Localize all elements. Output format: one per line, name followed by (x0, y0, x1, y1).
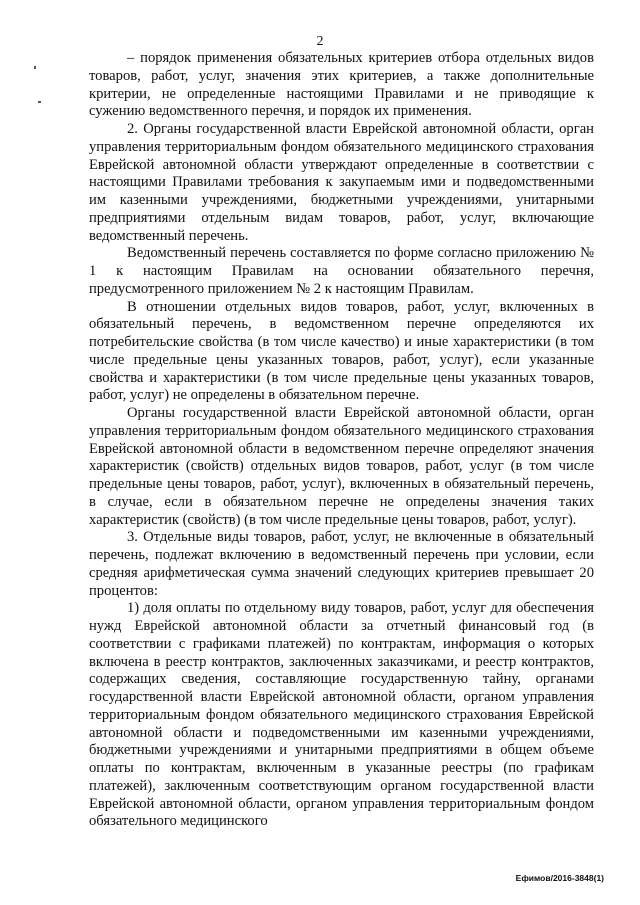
footer-document-code: Ефимов/2016-3848(1) (515, 873, 604, 883)
paragraph-departmental-list-form: Ведомственный перечень составляется по форме согласно приложению № 1 к настоящим Правилам на основании обязательного перечня, предусмотренного приложением № 2 к настоящим Правилам. (89, 245, 594, 297)
paragraph-clause-3: 3. Отдельные виды товаров, работ, услуг, не включенные в обязательный перечень, подлежат включению в ведомственный перечень при условии, если средняя арифметическая сумма значений следующих критериев превышает 20 процентов: (89, 529, 594, 599)
document-body (89, 50, 594, 831)
page-number: 2 (316, 34, 324, 49)
margin-mark (34, 66, 36, 69)
paragraph-criterion-1: 1) доля оплаты по отдельному виду товаров, работ, услуг для обеспечения нужд Еврейской автономной области за отчетный финансовый год (в соответствии с графиками платежей) по контрактам, информация о которых включена в реестр контрактов, заключенных заказчиками, и реестр контрактов, содержащих сведения, составляющие государственную тайну, органами государственной власти Еврейской автономной области, органом управления территориальным фондом обязательного медицинского страхования Еврейской автономной области и подведомственными им казенными учреждениями, бюджетными учреждениями и унитарными предприятиями в общем объеме оплаты по контрактам, включенным в указанные реестры (по графикам платежей), заключенным соответствующим органом государственной власти Еврейской автономной области, органом управления территориальным фондом обязательного медицинского (89, 600, 594, 830)
paragraph-characteristic-values: Органы государственной власти Еврейской автономной области, орган управления территориальным фондом обязательного медицинского страхования Еврейской автономной области в ведомственном перечне определяют значения характеристик (свойств) отдельных видов товаров, работ, услуг (в том числе предельные цены товаров, работ, услуг), включенных в обязательный перечень, в случае, если в обязательном перечне не определены значения таких характеристик (свойств) (в том числе предельные цены товаров, работ, услуг). (89, 405, 594, 528)
paragraph-clause-2: 2. Органы государственной власти Еврейской автономной области, орган управления территориальным фондом обязательного медицинского страхования Еврейской автономной области утверждают определенные в соответствии с настоящими Правилами требования к закупаемым ими и подведомственными им казенными учреждениями, бюджетными учреждениями, унитарными предприятиями отдельным видам товаров, работ, услуг, включающие ведомственный перечень. (89, 121, 594, 244)
paragraph-consumer-properties: В отношении отдельных видов товаров, работ, услуг, включенных в обязательный перечень, в ведомственном перечне определяются их потребительские свойства (в том числе качество) и иные характеристики (в том числе предельные цены указанных товаров, работ, услуг), если указанные свойства и характеристики (в том числе предельные цены указанных товаров, работ, услуг) не определены в обязательном перечне. (89, 298, 594, 404)
margin-mark (38, 101, 41, 103)
paragraph-procedure: – порядок применения обязательных критериев отбора отдельных видов товаров, работ, услуг, значения этих критериев, а также дополнительные критерии, не определенные настоящими Правилами и не приводящие к сужению ведомственного перечня, и порядок их применения. (89, 50, 594, 120)
